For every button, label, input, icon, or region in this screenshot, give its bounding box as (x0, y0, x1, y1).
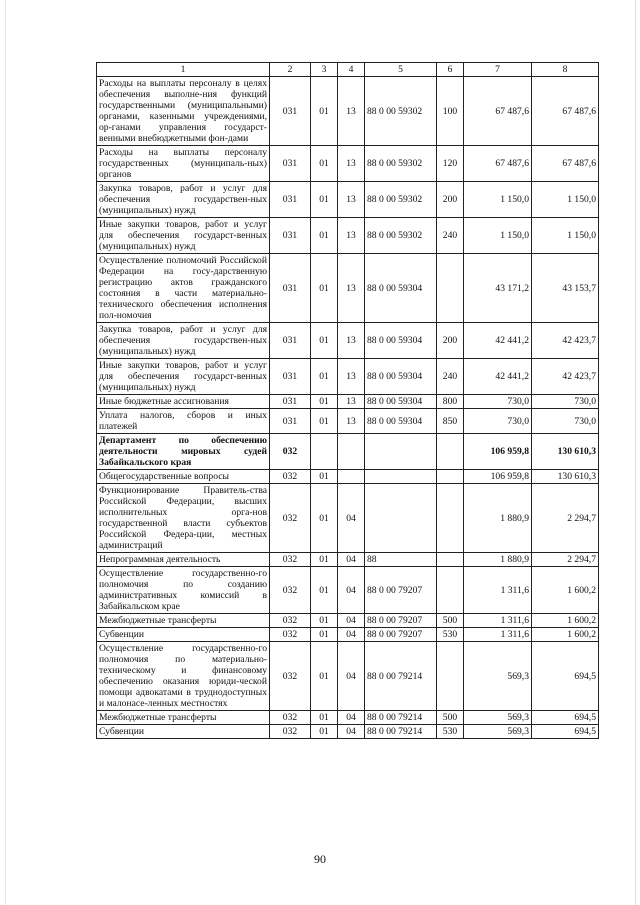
expense-type-cell: 500 (437, 614, 464, 628)
grbs-cell: 031 (270, 77, 311, 146)
expense-type-cell: 800 (437, 395, 464, 409)
subsection-cell: 13 (338, 182, 365, 218)
section-cell: 01 (311, 182, 338, 218)
table-row (97, 254, 599, 323)
expense-type-cell (437, 254, 464, 323)
expense-type-cell: 530 (437, 628, 464, 642)
table-header-row (97, 63, 599, 77)
table-row (97, 642, 599, 711)
section-cell: 01 (311, 642, 338, 711)
amount-year1-cell: 1 880,9 (464, 484, 532, 553)
amount-year2-cell: 42 423,7 (532, 359, 599, 395)
table-row (97, 359, 599, 395)
amount-year1-cell: 106 959,8 (464, 434, 532, 470)
section-cell: 01 (311, 146, 338, 182)
name-cell: Закупка товаров, работ и услуг для обеспечения государствен-ных (муниципальных) нужд (97, 323, 270, 359)
grbs-cell: 032 (270, 711, 311, 725)
table-body (97, 63, 599, 739)
expense-type-cell: 500 (437, 711, 464, 725)
section-cell: 01 (311, 567, 338, 614)
table-row (97, 409, 599, 434)
grbs-cell: 031 (270, 409, 311, 434)
header-cell-7: 7 (464, 63, 532, 77)
subsection-cell: 04 (338, 642, 365, 711)
target-article-cell (365, 434, 437, 470)
name-cell: Осуществление полномочий Российской Федерации на госу-дарственную регистрацию актов гражданского состояния в части материально-технического обеспечения исполнения пол-номочия (97, 254, 270, 323)
name-cell: Осуществление государственно-го полномочия по материально-техническому и финансовому обеспечению оказания юриди-ческой помощи адвокатами в труднодоступных и малонасе-ленных местностях (97, 642, 270, 711)
name-cell: Субвенции (97, 725, 270, 739)
subsection-cell: 13 (338, 254, 365, 323)
amount-year2-cell: 42 423,7 (532, 323, 599, 359)
grbs-cell: 032 (270, 567, 311, 614)
grbs-cell: 031 (270, 182, 311, 218)
expense-type-cell: 200 (437, 323, 464, 359)
table-row (97, 77, 599, 146)
header-cell-2: 2 (270, 63, 311, 77)
name-cell: Закупка товаров, работ и услуг для обеспечения государствен-ных (муниципальных) нужд (97, 182, 270, 218)
amount-year1-cell: 43 171,2 (464, 254, 532, 323)
amount-year1-cell: 1 311,6 (464, 628, 532, 642)
amount-year1-cell: 42 441,2 (464, 323, 532, 359)
amount-year2-cell: 1 150,0 (532, 182, 599, 218)
amount-year2-cell: 67 487,6 (532, 77, 599, 146)
name-cell: Иные закупки товаров, работ и услуг для обеспечения государст-венных (муниципальных) нужд (97, 359, 270, 395)
name-cell: Функционирование Правитель-ства Российской Федерации, высших исполнительных орга-нов государственной власти субъектов Российской Федера-ции, местных администраций (97, 484, 270, 553)
amount-year2-cell: 67 487,6 (532, 146, 599, 182)
name-cell: Непрограммная деятельность (97, 553, 270, 567)
target-article-cell: 88 0 00 59304 (365, 395, 437, 409)
amount-year2-cell: 694,5 (532, 642, 599, 711)
table-row (97, 567, 599, 614)
grbs-cell: 032 (270, 484, 311, 553)
grbs-cell: 032 (270, 470, 311, 484)
table-row (97, 146, 599, 182)
section-cell: 01 (311, 711, 338, 725)
amount-year1-cell: 1 150,0 (464, 218, 532, 254)
amount-year2-cell: 730,0 (532, 395, 599, 409)
name-cell: Общегосударственные вопросы (97, 470, 270, 484)
section-cell: 01 (311, 254, 338, 323)
amount-year2-cell: 694,5 (532, 711, 599, 725)
section-cell: 01 (311, 395, 338, 409)
target-article-cell (365, 470, 437, 484)
name-cell: Иные бюджетные ассигнования (97, 395, 270, 409)
expense-type-cell: 530 (437, 725, 464, 739)
amount-year2-cell: 130 610,3 (532, 434, 599, 470)
subsection-cell: 04 (338, 614, 365, 628)
amount-year2-cell: 730,0 (532, 409, 599, 434)
amount-year2-cell: 1 600,2 (532, 614, 599, 628)
section-cell: 01 (311, 725, 338, 739)
header-cell-3: 3 (311, 63, 338, 77)
subsection-cell: 04 (338, 484, 365, 553)
table-row (97, 395, 599, 409)
grbs-cell: 032 (270, 725, 311, 739)
subsection-cell: 13 (338, 359, 365, 395)
target-article-cell: 88 0 00 59302 (365, 218, 437, 254)
subsection-cell: 13 (338, 323, 365, 359)
expense-type-cell: 240 (437, 359, 464, 395)
name-cell: Департамент по обеспечению деятельности мировых судей Забайкальского края (97, 434, 270, 470)
name-cell: Расходы на выплаты персоналу в целях обеспечения выполне-ния функций государственными (муниципальными) органами, казенными учреждениями, ор-ганами управления государст-венными внебюджетными фон-дами (97, 77, 270, 146)
header-cell-5: 5 (365, 63, 437, 77)
target-article-cell: 88 0 00 59304 (365, 323, 437, 359)
amount-year1-cell: 1 880,9 (464, 553, 532, 567)
subsection-cell: 13 (338, 409, 365, 434)
expense-type-cell: 120 (437, 146, 464, 182)
amount-year2-cell: 694,5 (532, 725, 599, 739)
grbs-cell: 032 (270, 628, 311, 642)
target-article-cell: 88 0 00 59302 (365, 182, 437, 218)
section-cell: 01 (311, 359, 338, 395)
table-row (97, 218, 599, 254)
header-cell-8: 8 (532, 63, 599, 77)
section-cell: 01 (311, 470, 338, 484)
expense-type-cell: 850 (437, 409, 464, 434)
name-cell: Уплата налогов, сборов и иных платежей (97, 409, 270, 434)
section-cell: 01 (311, 553, 338, 567)
name-cell: Расходы на выплаты персоналу государственных (муниципаль-ных) органов (97, 146, 270, 182)
expense-type-cell: 100 (437, 77, 464, 146)
target-article-cell: 88 0 00 79214 (365, 711, 437, 725)
section-cell: 01 (311, 484, 338, 553)
target-article-cell (365, 484, 437, 553)
amount-year2-cell: 1 600,2 (532, 567, 599, 614)
grbs-cell: 031 (270, 218, 311, 254)
target-article-cell: 88 0 00 79207 (365, 628, 437, 642)
name-cell: Межбюджетные трансферты (97, 711, 270, 725)
grbs-cell: 032 (270, 614, 311, 628)
table-row (97, 182, 599, 218)
section-cell: 01 (311, 628, 338, 642)
section-cell (311, 434, 338, 470)
amount-year1-cell: 67 487,6 (464, 146, 532, 182)
subsection-cell: 04 (338, 628, 365, 642)
header-cell-1: 1 (97, 63, 270, 77)
amount-year1-cell: 569,3 (464, 642, 532, 711)
section-cell: 01 (311, 614, 338, 628)
grbs-cell: 032 (270, 553, 311, 567)
amount-year1-cell: 1 311,6 (464, 614, 532, 628)
table-row (97, 614, 599, 628)
subsection-cell: 04 (338, 567, 365, 614)
target-article-cell: 88 0 00 59304 (365, 359, 437, 395)
section-cell: 01 (311, 77, 338, 146)
grbs-cell: 031 (270, 359, 311, 395)
table-row (97, 434, 599, 470)
amount-year2-cell: 1 600,2 (532, 628, 599, 642)
subsection-cell (338, 470, 365, 484)
grbs-cell: 031 (270, 323, 311, 359)
target-article-cell: 88 0 00 59302 (365, 146, 437, 182)
amount-year1-cell: 1 150,0 (464, 182, 532, 218)
header-cell-4: 4 (338, 63, 365, 77)
amount-year2-cell: 43 153,7 (532, 254, 599, 323)
subsection-cell: 04 (338, 711, 365, 725)
amount-year2-cell: 130 610,3 (532, 470, 599, 484)
expense-type-cell (437, 484, 464, 553)
amount-year2-cell: 2 294,7 (532, 553, 599, 567)
section-cell: 01 (311, 323, 338, 359)
amount-year1-cell: 730,0 (464, 395, 532, 409)
expense-type-cell (437, 553, 464, 567)
target-article-cell: 88 0 00 79214 (365, 642, 437, 711)
amount-year1-cell: 1 311,6 (464, 567, 532, 614)
subsection-cell: 04 (338, 725, 365, 739)
subsection-cell: 04 (338, 553, 365, 567)
name-cell: Субвенции (97, 628, 270, 642)
budget-table (96, 62, 599, 739)
table-row (97, 553, 599, 567)
subsection-cell: 13 (338, 218, 365, 254)
target-article-cell: 88 0 00 59304 (365, 409, 437, 434)
page-edge-right (635, 0, 636, 905)
amount-year1-cell: 106 959,8 (464, 470, 532, 484)
expense-type-cell (437, 470, 464, 484)
grbs-cell: 031 (270, 395, 311, 409)
subsection-cell: 13 (338, 395, 365, 409)
expense-type-cell: 240 (437, 218, 464, 254)
amount-year1-cell: 730,0 (464, 409, 532, 434)
grbs-cell: 032 (270, 434, 311, 470)
name-cell: Осуществление государственно-го полномочия по созданию административных комиссий в Забайкальском крае (97, 567, 270, 614)
amount-year1-cell: 67 487,6 (464, 77, 532, 146)
expense-type-cell: 200 (437, 182, 464, 218)
table-row (97, 628, 599, 642)
subsection-cell: 13 (338, 77, 365, 146)
table-row (97, 711, 599, 725)
table-row (97, 470, 599, 484)
target-article-cell: 88 0 00 79214 (365, 725, 437, 739)
name-cell: Межбюджетные трансферты (97, 614, 270, 628)
page-number: 90 (314, 852, 326, 866)
target-article-cell: 88 0 00 79207 (365, 614, 437, 628)
table-row (97, 725, 599, 739)
grbs-cell: 032 (270, 642, 311, 711)
amount-year1-cell: 569,3 (464, 725, 532, 739)
amount-year1-cell: 569,3 (464, 711, 532, 725)
subsection-cell: 13 (338, 146, 365, 182)
amount-year2-cell: 2 294,7 (532, 484, 599, 553)
target-article-cell: 88 0 00 59302 (365, 77, 437, 146)
target-article-cell: 88 0 00 59304 (365, 254, 437, 323)
grbs-cell: 031 (270, 146, 311, 182)
section-cell: 01 (311, 218, 338, 254)
table-row (97, 323, 599, 359)
target-article-cell: 88 (365, 553, 437, 567)
expense-type-cell (437, 567, 464, 614)
amount-year2-cell: 1 150,0 (532, 218, 599, 254)
name-cell: Иные закупки товаров, работ и услуг для обеспечения государст-венных (муниципальных) нужд (97, 218, 270, 254)
header-cell-6: 6 (437, 63, 464, 77)
grbs-cell: 031 (270, 254, 311, 323)
amount-year1-cell: 42 441,2 (464, 359, 532, 395)
subsection-cell (338, 434, 365, 470)
target-article-cell: 88 0 00 79207 (365, 567, 437, 614)
expense-type-cell (437, 434, 464, 470)
expense-type-cell (437, 642, 464, 711)
table-row (97, 484, 599, 553)
section-cell: 01 (311, 409, 338, 434)
page-edge-left (5, 0, 6, 905)
